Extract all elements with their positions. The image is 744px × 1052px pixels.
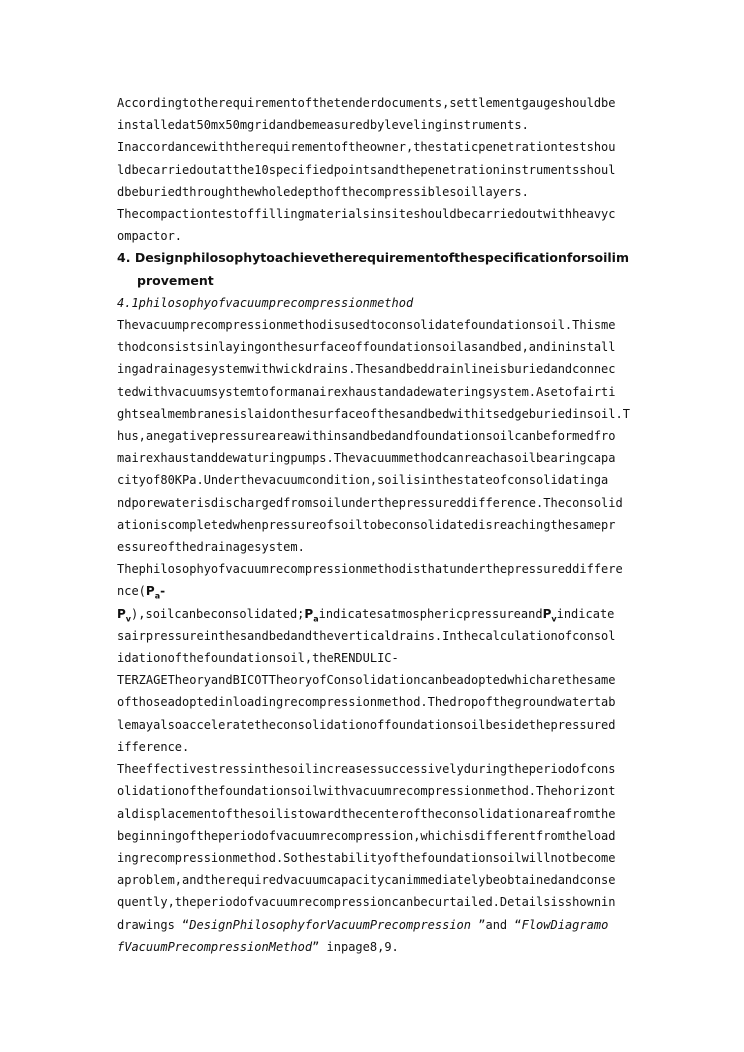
text-line: Accordingtotherequirementofthetenderdocuments,settlementgaugeshouldbe [117,96,616,110]
text-fragment: indicate [556,606,615,621]
text-line: tedwithvacuumsystemtoformanairexhaustandadewateringsystem.Asetofairti [117,384,616,399]
pressure-symbol: $P_a$ [304,606,319,624]
text-fragment: ” inpage8,9. [312,939,399,954]
subsection-heading-4-1: 4.1philosophyofvacuumprecompressionmethod [117,295,414,310]
text-line: cityof80KPa.Underthevacuumcondition,soilisinthestateofconsolidatinga [117,473,609,488]
drawing-title: FlowDiagramo [521,917,609,932]
pressure-symbol: $P_v$ [542,606,557,624]
document-page [117,92,637,958]
text-line: ldbecarriedoutatthe10specifiedpointsandthepenetrationinstrumentsshoul [117,162,616,177]
text-line: Theeffectivestressinthesoilincreasessuccessivelyduringtheperiodofcons [117,762,616,777]
text-line: lemayalsoacceleratetheconsolidationoffoundationsoilbesidethepressured [117,717,616,732]
text-line: idationofthefoundationsoil,theRENDULIC- [117,651,399,666]
paragraph-settlement-gauge [117,92,637,136]
text-line: aldisplacementofthesoilistowardthecenteroftheconsolidationareafromthe [117,806,616,821]
text-line: ompactor. [117,229,183,244]
text-line: quently,theperiodofvacuumrecompressioncanbecurtailed.Detailsisshownin [117,895,616,910]
paragraph-vacuum-method [117,314,637,558]
text-fragment: ),soilcanbeconsolidated; [131,606,305,621]
text-line: ifference. [117,739,190,754]
text-line: ingadrainagesystemwithwickdrains.Thesandbeddrainlineisburiedandconnec [117,362,616,377]
paragraph-static-penetration [117,136,637,203]
text-line: aproblem,andtherequiredvacuumcapacitycanimmediatelybeobtainedandconse [117,873,616,888]
pressure-symbol: $P_a-$ [145,584,166,601]
text-line: Inaccordancewiththerequirementoftheowner,thestaticpenetrationtestshou [117,140,616,155]
paragraph-effective-stress [117,758,637,958]
drawing-title: fVacuumPrecompressionMethod [117,939,313,954]
text-line: TERZAGETheoryandBICOTTheoryofConsolidationcanbeadoptedwhicharethesame [117,673,616,688]
text-line: thodconsistsinlayingonthesurfaceoffoundationsoilasandbed,andininstall [117,340,616,355]
text-line [117,580,165,602]
section-heading-4 [117,247,637,291]
text-line [117,936,399,958]
text-line: mairexhaustanddewaturingpumps.Thevacuummethodcanreachasoilbearingcapa [117,451,616,466]
text-line: olidationofthefoundationsoilwithvacuumrecompressionmethod.Thehorizont [117,784,616,799]
drawing-title: DesignPhilosophyforVacuumPrecompression [189,917,472,932]
text-line [117,603,614,625]
paragraph-philosophy [117,558,637,758]
text-line: installedat50mx50mgridandbemeasuredbylevelinginstruments. [117,118,529,133]
text-line [117,914,608,936]
text-line: Thecompactiontestoffillingmaterialsinsiteshouldbecarriedoutwithheavyc [117,207,616,222]
text-line: hus,anegativepressureareawithinsandbedandfoundationsoilcanbeformedfro [117,429,616,444]
text-line: beginningoftheperiodofvacuumrecompression,whichisdifferentfromtheload [117,828,616,843]
text-line: ndporewaterisdischargedfromsoilunderthepressureddifference.Theconsolid [117,495,623,510]
section-number: 4. [117,250,131,266]
text-line: sairpressureinthesandbedandtheverticaldrains.Inthecalculationofconsol [117,628,616,643]
text-line: Thevacuumprecompressionmethodisusedtoconsolidatefoundationsoil.Thisme [117,318,616,333]
section-title-line: provement [137,272,214,288]
text-line: Thephilosophyofvacuumrecompressionmethodisthatunderthepressureddiffere [117,562,623,577]
section-title-line: Designphilosophytoachievetherequirementofthespecificationforsoilim [134,250,629,266]
text-line: dbeburiedthroughthewholedepthofthecompressiblesoillayers. [117,184,529,199]
text-line: ofthoseadoptedinloadingrecompressionmethod.Thedropofthegroundwatertab [117,695,616,710]
text-fragment: drawings “ [117,917,190,932]
text-line: ingrecompressionmethod.Sothestabilityofthefoundationsoilwillnotbecome [117,850,616,865]
text-line: ationiscompletedwhenpressureofsoiltobeconsolidatedisreachingthesamepr [117,517,616,532]
pressure-symbol: $P_v$ [117,606,132,624]
text-fragment: ”and “ [471,917,522,932]
text-line: ghtsealmembranesislaidonthesurfaceofthesandbedwithitsedgeburiedinsoil.T [117,406,630,421]
paragraph-compaction-test [117,203,637,247]
text-fragment: indicatesatmosphericpressureand [318,606,543,621]
text-fragment: nce( [117,584,146,599]
text-line: essureofthedrainagesystem. [117,540,305,555]
